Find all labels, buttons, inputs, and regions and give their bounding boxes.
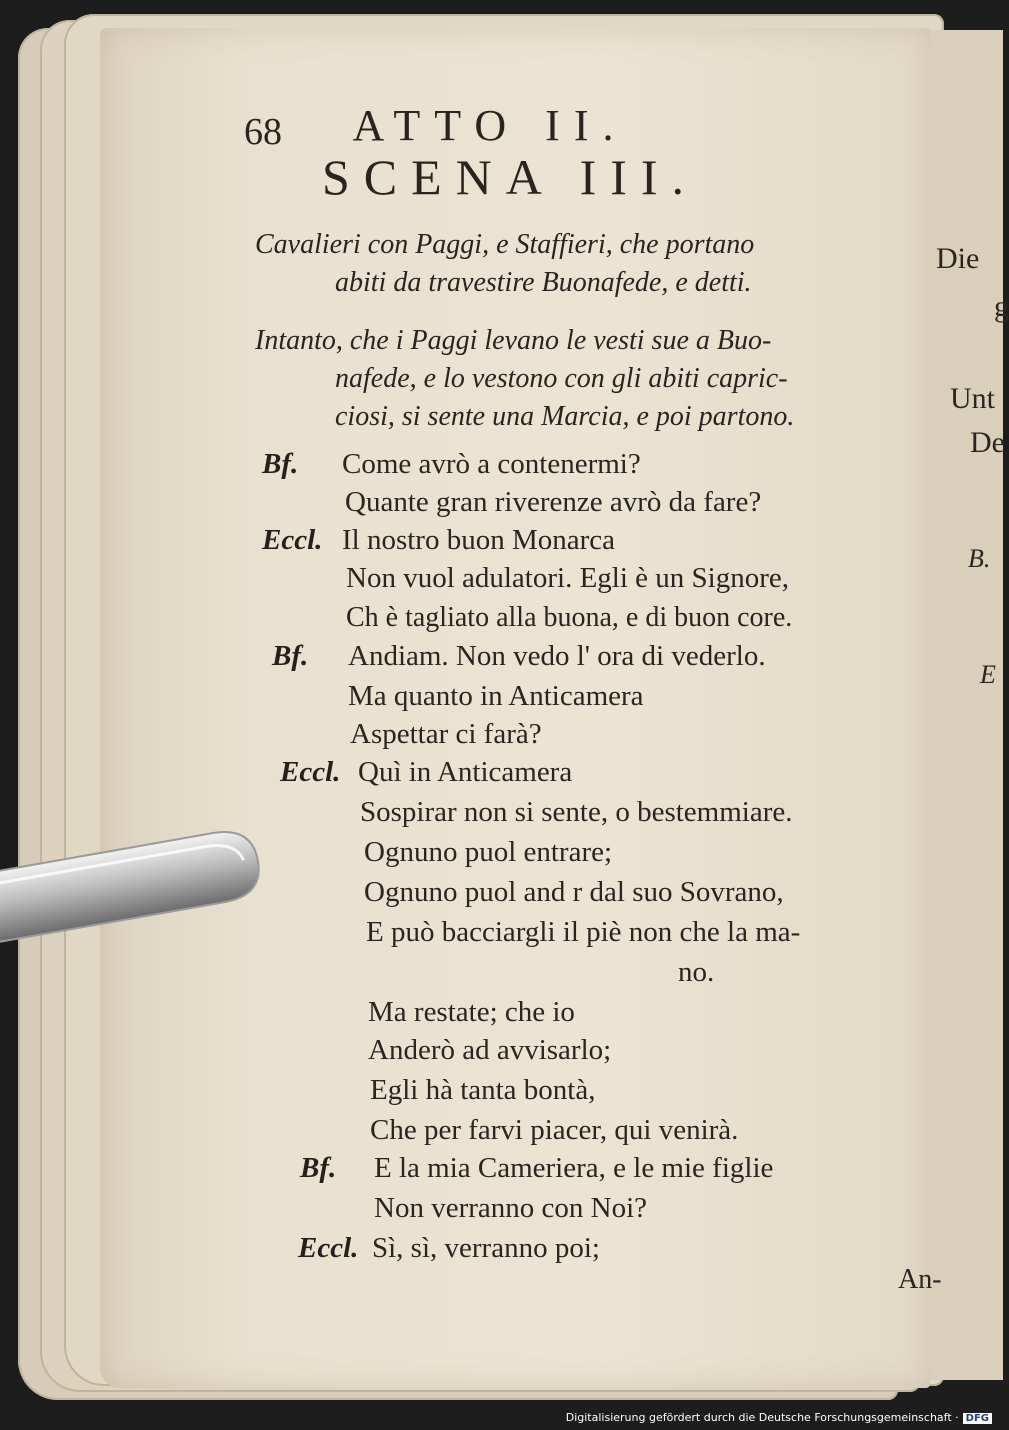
dialogue-line: Ognuno puol and r dal suo Sovrano, xyxy=(364,876,784,908)
dialogue-line: Anderò ad avvisarlo; xyxy=(368,1034,612,1066)
next-page-fragment: B. xyxy=(968,544,991,573)
stage-line: ciosi, si sente una Marcia, e poi partono. xyxy=(335,401,795,432)
speaker-label: Eccl. xyxy=(298,1232,359,1264)
dialogue-line: E può bacciargli il piè non che la ma- xyxy=(366,916,801,948)
dialogue-line: Ma restate; che io xyxy=(368,996,575,1028)
speaker-label: Eccl. xyxy=(280,756,341,788)
stage-direction-2 xyxy=(255,322,915,436)
speaker-label: Bf. xyxy=(262,448,299,480)
stage-direction-1 xyxy=(255,226,915,302)
scene-header: SCENA III. xyxy=(321,149,699,205)
stage-line: Cavalieri con Paggi, e Staffieri, che portano xyxy=(255,229,755,260)
dialogue-line: Non vuol adulatori. Egli è un Signore, xyxy=(346,562,789,594)
speaker-label: Bf. xyxy=(300,1152,337,1184)
next-page-fragment: g xyxy=(994,290,1009,323)
speaker-label: Bf. xyxy=(272,640,309,672)
next-page-fragment: Die xyxy=(936,242,980,275)
speaker-label: Eccl. xyxy=(262,524,323,556)
dialogue-line: Sì, sì, verranno poi; xyxy=(372,1232,600,1264)
dialogue-line: Aspettar ci farà? xyxy=(350,718,542,750)
dialogue-line: Come avrò a contenermi? xyxy=(342,448,641,480)
dialogue-line: Il nostro buon Monarca xyxy=(342,524,616,556)
dialogue-line: Non verranno con Noi? xyxy=(374,1192,647,1224)
dialogue-line: Sospirar non si sente, o bestemmiare. xyxy=(360,796,793,828)
dialogue-line: E la mia Cameriera, e le mie figlie xyxy=(374,1152,774,1184)
next-page-fragment: E xyxy=(980,660,996,689)
page-number: 68 xyxy=(244,111,282,153)
footer-text: Digitalisierung gefördert durch die Deutsche Forschungsgemeinschaft · xyxy=(565,1411,959,1424)
dialogue-line: no. xyxy=(678,956,715,988)
footer-credit xyxy=(566,1411,992,1424)
dialogue-line: Quì in Anticamera xyxy=(358,756,573,788)
next-page-fragment: De xyxy=(970,426,1005,459)
act-header: ATTO II. xyxy=(352,101,628,150)
dialogue-line: Ch è tagliato alla buona, e di buon core. xyxy=(346,602,793,633)
dialogue-line: Ma quanto in Anticamera xyxy=(348,680,644,712)
dfg-logo: DFG xyxy=(963,1413,992,1424)
next-page-fragment: Unt xyxy=(950,382,995,415)
catchword: An- xyxy=(898,1264,942,1295)
dialogue-line: Ognuno puol entrare; xyxy=(364,836,613,868)
dialogue-line: Quante gran riverenze avrò da fare? xyxy=(345,486,762,518)
dialogue-line: Egli hà tanta bontà, xyxy=(370,1074,596,1106)
dialogue-line: Che per farvi piacer, qui venirà. xyxy=(370,1114,739,1146)
stage-line: abiti da travestire Buonafede, e detti. xyxy=(335,267,752,298)
dialogue-line: Andiam. Non vedo l' ora di vederlo. xyxy=(348,640,766,672)
stage-line: nafede, e lo vestono con gli abiti capric- xyxy=(335,363,788,394)
stage-line: Intanto, che i Paggi levano le vesti sue a Buo- xyxy=(255,325,772,356)
